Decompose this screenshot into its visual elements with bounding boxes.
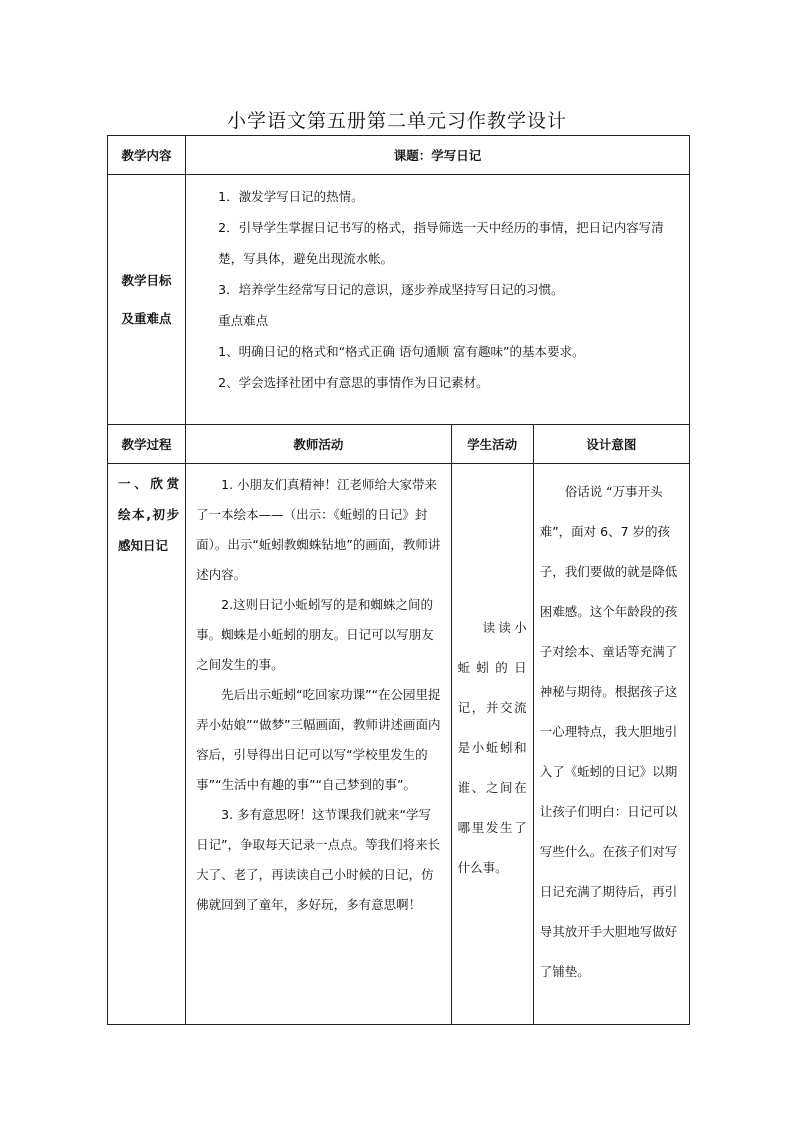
key-point-item: 1、明确日记的格式和“格式正确 语句通顺 富有趣味”的基本要求。	[218, 344, 585, 359]
key-point-item: 2、学会选择社团中有意思的事情作为日记素材。	[218, 375, 489, 390]
lesson-plan-table	[107, 135, 690, 1025]
goals-row	[108, 175, 690, 425]
content-label: 教学内容	[108, 136, 186, 175]
goal-item: 2．引导学生掌握日记书写的格式，指导筛选一天中经历的事情，把日记内容写清楚，写具体，避免出现流水帐。	[218, 220, 664, 266]
process-header-teacher: 教师活动	[186, 425, 451, 464]
goals-label-line2: 及重难点	[121, 310, 172, 326]
process-header-stage: 教学过程	[108, 425, 186, 464]
lesson-topic: 课题：学写日记	[186, 136, 690, 175]
teacher-paragraph: 1. 小朋友们真精神！江老师给大家带来了一本绘本——（出示：《蚯蚓的日记》封面）。出示“蚯蚓教蜘蛛钻地”的画面，教师讲述内容。	[196, 477, 441, 582]
teacher-paragraph: 3. 多有意思呀！这节课我们就来“学写日记”，争取每天记录一点点。等我们将来长大了、老了，再读读自己小时候的日记，仿佛就回到了童年，多好玩，多有意思啊！	[196, 807, 441, 912]
content-row	[108, 136, 690, 175]
stage1-student-activity	[451, 464, 533, 1025]
document-title: 小学语文第五册第二单元习作教学设计	[226, 110, 567, 132]
stage1-label: 一、欣赏绘本,初步感知日记	[108, 464, 186, 1025]
process-header-student: 学生活动	[451, 425, 533, 464]
intent-paragraph: 俗话说 “万事开头难”，面对 6、7 岁的孩子，我们要做的就是降低困难感。这个年龄段的孩子对绘本、童话等充满了神秘与期待。根据孩子这一心理特点，我大胆地引入了《蚯蚓的日记》以期让孩子们明白：日记可以写些什么。在孩子们对写日记充满了期待后，再引导其放开手大胆地写做好了铺垫。	[539, 484, 678, 979]
process-header-intent: 设计意图	[533, 425, 689, 464]
teacher-paragraph: 2.这则日记小蚯蚓写的是和蜘蛛之间的事。蜘蛛是小蚯蚓的朋友。日记可以写朋友之间发生的事。	[196, 597, 434, 672]
goals-label-line1: 教学目标	[121, 272, 172, 288]
teacher-paragraph: 先后出示蚯蚓“吃回家功课”“在公园里捉弄小姑娘”“做梦”三幅画面，教师讲述画面内容后，引导得出日记可以写“学校里发生的事”“生活中有趣的事”“自己梦到的事”。	[196, 687, 441, 792]
stage1-design-intent	[533, 464, 689, 1025]
goal-item: 1．激发学写日记的热情。	[218, 189, 364, 204]
goals-content	[186, 175, 690, 425]
key-points-title: 重点难点	[218, 313, 269, 328]
stage1-teacher-activity	[186, 464, 451, 1025]
student-paragraph: 读读小蚯蚓的日记，并交流是小蚯蚓和谁、之间在哪里发生了什么事。	[457, 620, 527, 875]
stage1-row	[108, 464, 690, 1025]
goal-item: 3．培养学生经常写日记的意识，逐步养成坚持写日记的习惯。	[218, 282, 564, 297]
process-header-row	[108, 425, 690, 464]
goals-label	[108, 175, 186, 425]
